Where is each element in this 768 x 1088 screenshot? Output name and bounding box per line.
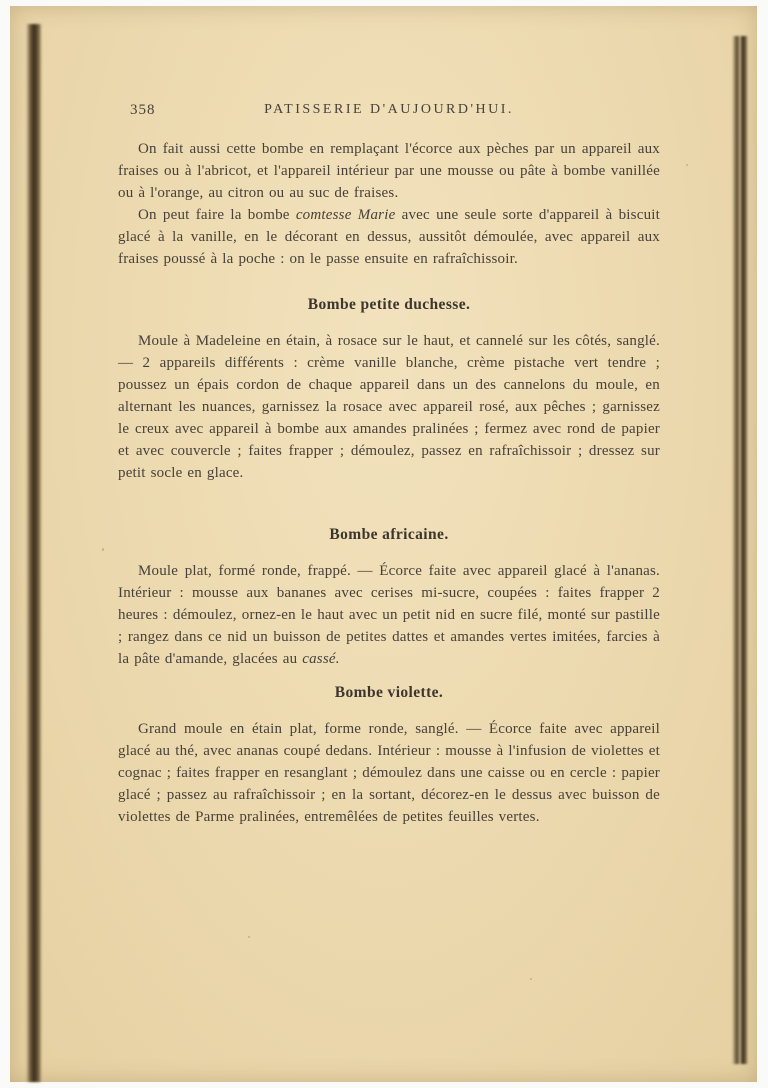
text-run: Moule plat, formé ronde, frappé. — Écorce faite avec appareil glacé à l'ananas. Intérieur : mousse aux bananes avec cerises mi-sucre, coupées : faites frapper 2 heures : démoulez, ornez-en le haut avec un petit nid en sucre filé, monté sur pastille ; rangez dans ce nid un buisson de petites dattes et amandes vertes imitées, farcies à la pâte d'amande, glacées au (118, 563, 660, 667)
section-heading-violette: Bombe violette. (334, 684, 444, 701)
page-number: 358 (130, 102, 156, 118)
page-header (118, 100, 660, 124)
dust-speck (686, 164, 688, 166)
intro-paragraph-1 (118, 138, 660, 204)
text-run: Moule à Madeleine en étain, à rosace sur le haut, et cannelé sur les côtés, sanglé. — 2 appareils différents : crème vanille blanche, crème pistache vert tendre ; poussez un épais cordon de chaque appareil dans un des cannelons du moule, en alternant les nuances, garnissez la rosace avec appareil rosé, aux pêches ; garnissez le creux avec appareil à bombe aux amandes pralinées ; fermez avec rond de papier et avec couvercle ; faites frapper ; démoulez, passez en rafraîchissoir ; dressez sur petit socle en glace. (118, 333, 660, 481)
page-edge-shadow (732, 36, 748, 1064)
text-run: Grand moule en étain plat, forme ronde, sanglé. — Écorce faite avec appareil glacé au thé, avec ananas coupé dedans. Intérieur : mousse à l'infusion de violettes et cognac ; faites frapper en resanglant ; démoulez dans une caisse ou en cercle : papier glacé ; passez au rafraîchissoir ; en la sortant, décorez-en le dessus avec buisson de violettes de Parme pralinées, entremêlées de petites feuilles vertes. (118, 721, 660, 825)
text-run: avec une seule sorte d'appareil à biscuit glacé à la vanille, en le décorant en dessus, aussitôt démoulée, avec appareil aux fraises poussé à la poche : on le passe ensuite en rafraîchissoir. (118, 207, 660, 267)
page-text-column (118, 100, 660, 828)
text-run: On fait aussi cette bombe en remplaçant l'écorce aux pèches par un appareil aux fraises ou à l'abricot, et l'appareil intérieur par une mousse ou pâte à bombe vanillée ou à l'orange, au citron ou au suc de fraises. (118, 141, 660, 201)
running-title: PATISSERIE D'AUJOURD'HUI. (264, 102, 514, 117)
text-run: On peut faire la bombe (138, 207, 296, 223)
italic-text: comtesse Marie (295, 207, 396, 223)
book-gutter-shadow (26, 24, 42, 1082)
dust-speck (248, 936, 250, 938)
dust-speck (530, 978, 532, 980)
scanned-book-page (10, 6, 757, 1082)
italic-text: cassé. (302, 651, 340, 667)
section-paragraph-violette (118, 718, 660, 828)
intro-paragraph-2 (118, 204, 660, 270)
dust-speck (102, 548, 104, 551)
section-heading-africaine: Bombe africaine. (329, 526, 449, 543)
section-paragraph-africaine (118, 560, 660, 670)
section-heading-petite-duchesse: Bombe petite duchesse. (307, 296, 471, 313)
section-paragraph-petite-duchesse (118, 330, 660, 484)
